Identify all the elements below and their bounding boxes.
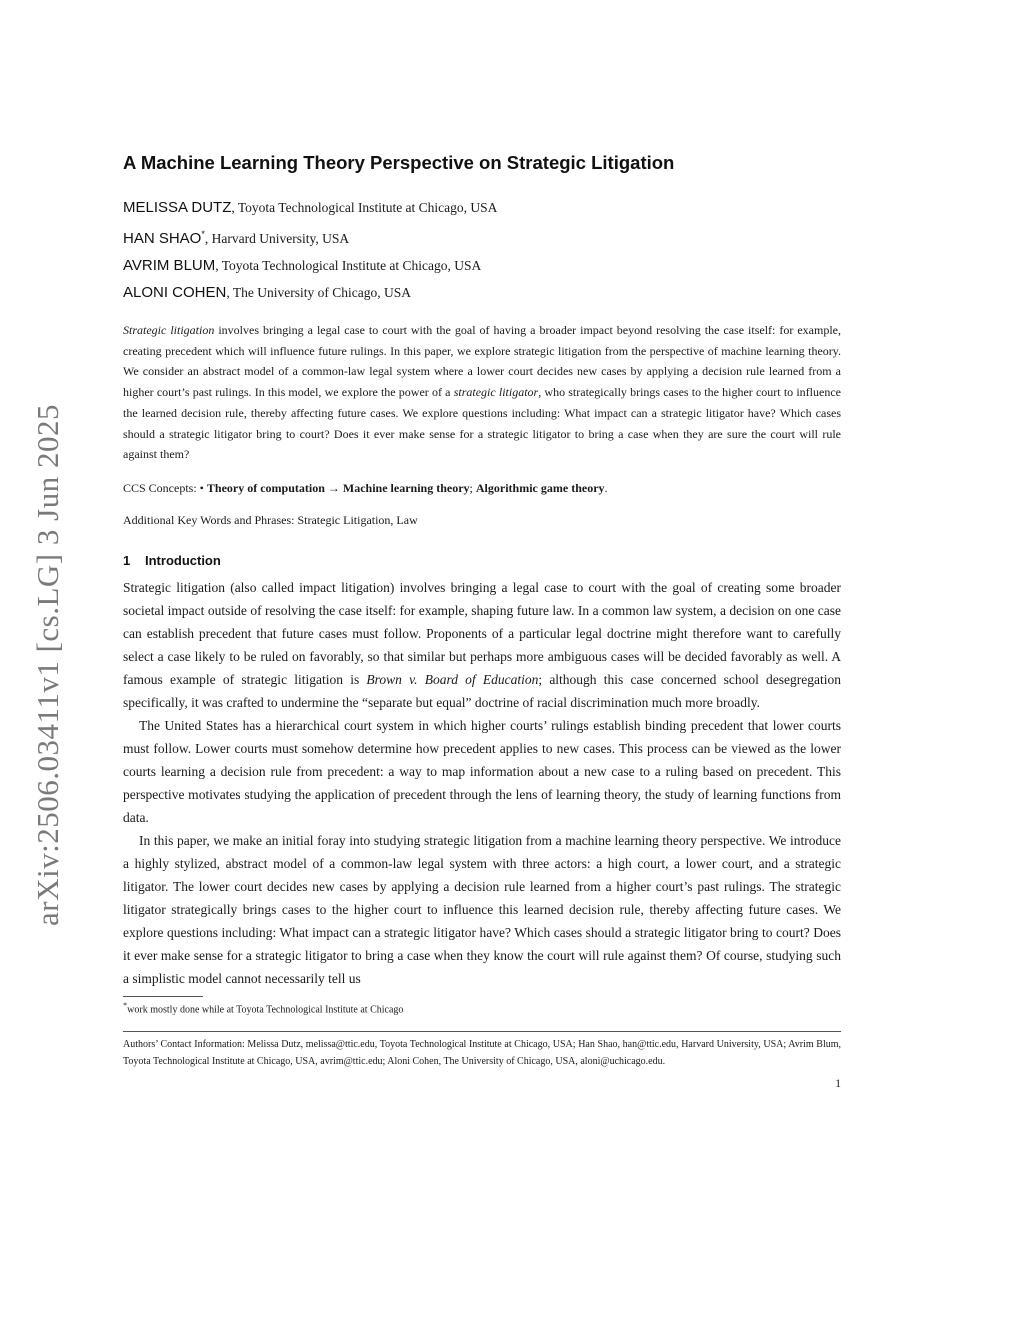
author-contact-info: Authors’ Contact Information: Melissa Dutz, melissa@ttic.edu, Toyota Technological Institute at Chicago, USA; Han Shao, han@ttic.edu, Harvard University, USA; Avrim Blum, Toyota Technological Institute at Chicago, USA, avrim@ttic.edu; Aloni Cohen, The University of Chicago, USA, aloni@uchicago.edu.: [123, 1039, 841, 1068]
paper-title: A Machine Learning Theory Perspective on Strategic Litigation: [123, 152, 675, 173]
arxiv-sidebar-stamp: [26, 380, 70, 950]
footnote-divider: [123, 996, 203, 997]
author-name: AVRIM BLUM: [123, 257, 216, 274]
author-affiliation: , Toyota Technological Institute at Chicago, USA: [215, 258, 482, 273]
arxiv-id: arXiv:2506.03411v1 [cs.LG] 3 Jun 2025: [30, 404, 65, 926]
footnote-marker: *: [201, 229, 205, 239]
section-number: 1: [123, 552, 131, 568]
body-paragraph: In this paper, we make an initial foray into studying strategic litigation from a machine learning theory perspective. We introduce a highly stylized, abstract model of a common-law legal system with three actors: a high court, a lower court, and a strategic litigator. The lower court decides new cases by applying a decision rule learned from a higher court’s past rulings. The strategic litigator strategically brings cases to the higher court to influence this learned decision rule, thereby affecting future cases. We explore questions including: What impact can a strategic litigator have? Which cases should a strategic litigator bring to court? Does it ever make sense for a strategic litigator to bring a case when they know the court will rule against them? Of course, studying such a simplistic model cannot necessarily tell us: [123, 832, 841, 986]
author-list: [123, 194, 841, 306]
author-entry: [123, 252, 841, 279]
page-number: 1: [835, 1078, 841, 1091]
author-entry: [123, 279, 841, 306]
author-name: ALONI COHEN: [123, 284, 227, 301]
paper-page: [123, 152, 841, 1090]
abstract: Strategic litigation involves bringing a legal case to court with the goal of having a broader impact beyond resolving the case itself: for example, creating precedent which will influence future rulings. In this paper, we explore strategic litigation from the perspective of machine learning theory. We consider an abstract model of a common-law legal system where a lower court decides new cases by applying a decision rule learned from a higher court’s past rulings. In this model, we explore the power of a strategic litigator, who strategically brings cases to the higher court to influence the learned decision rule, thereby affecting future cases. We explore questions including: What impact can a strategic litigator have? Which cases should a strategic litigator bring to court? Does it ever make sense for a strategic litigator to bring a case when they are sure the court will rule against them?: [123, 323, 842, 462]
section-title: Introduction: [145, 552, 221, 568]
author-affiliation: , Harvard University, USA: [204, 231, 350, 246]
body-paragraph: The United States has a hierarchical court system in which higher courts’ rulings establish binding precedent that lower courts must follow. Lower courts must somehow determine how precedent applies to new cases. This process can be viewed as the lower courts learning a decision rule from precedent: a way to map information about a new case to a ruling based on precedent. This perspective motivates studying the application of precedent through the lens of learning theory, the study of learning functions from data.: [123, 717, 841, 825]
author-affiliation: , Toyota Technological Institute at Chicago, USA: [231, 200, 498, 215]
contact-divider: [123, 1031, 841, 1032]
footnote: *work mostly done while at Toyota Technological Institute at Chicago: [123, 1000, 404, 1016]
body-paragraph: Strategic litigation (also called impact litigation) involves bringing a legal case to court with the goal of creating some broader societal impact outside of resolving the case itself: for example, shaping future law. In a common law system, a decision on one case can establish precedent that future cases must follow. Proponents of a particular legal doctrine might therefore want to carefully select a case likely to be ruled on favorably, so that similar but perhaps more ambiguous cases will be decided favorably as well. A famous example of strategic litigation is Brown v. Board of Education; although this case concerned school desegregation specifically, it was crafted to undermine the “separate but equal” doctrine of racial discrimination much more broadly.: [123, 579, 841, 710]
author-entry: [123, 221, 841, 252]
author-entry: [123, 194, 841, 221]
keywords: Additional Key Words and Phrases: Strategic Litigation, Law: [123, 512, 418, 527]
ccs-concepts: CCS Concepts: • Theory of computation → Machine learning theory; Algorithmic game theory.: [123, 480, 608, 495]
author-name: HAN SHAO*: [123, 229, 205, 247]
section-heading: [123, 553, 841, 568]
author-name: MELISSA DUTZ: [123, 199, 232, 216]
author-affiliation: , The University of Chicago, USA: [226, 285, 411, 300]
